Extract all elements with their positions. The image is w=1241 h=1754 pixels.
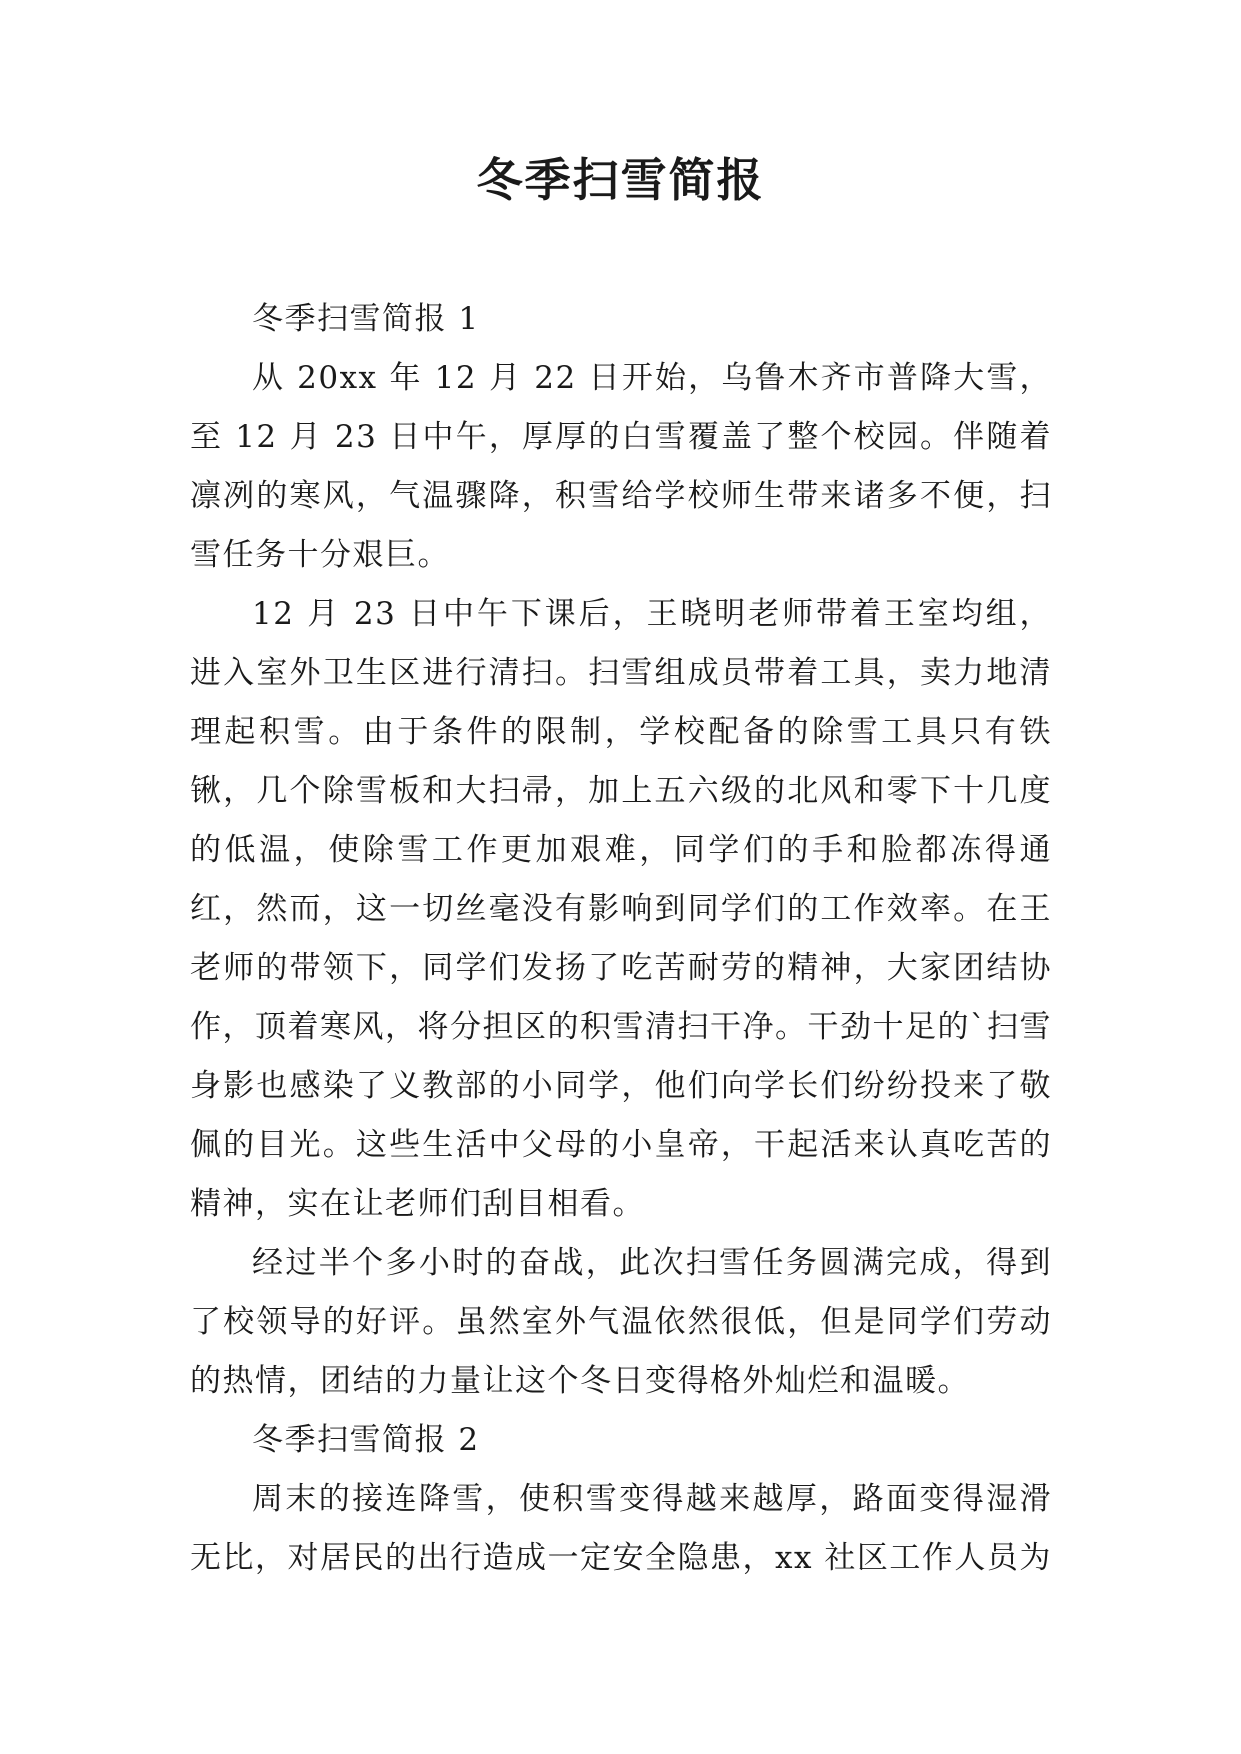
paragraph-2: 12 月 23 日中午下课后，王晓明老师带着王室均组，进入室外卫生区进行清扫。扫雪组成员带着工具，卖力地清理起积雪。由于条件的限制，学校配备的除雪工具只有铁锹，几个除雪板和大扫帚，加上五六级的北风和零下十几度的低温，使除雪工作更加艰难，同学们的手和脸都冻得通红，然而，这一切丝毫没有影响到同学们的工作效率。在王老师的带领下，同学们发扬了吃苦耐劳的精神，大家团结协作，顶着寒风，将分担区的积雪清扫干净。干劲十足的`扫雪身影也感染了义教部的小同学，他们向学长们纷纷投来了敬佩的目光。这些生活中父母的小皇帝，干起活来认真吃苦的精神，实在让老师们刮目相看。 xyxy=(190,596,1052,1222)
paragraph-1: 从 20xx 年 12 月 22 日开始，乌鲁木齐市普降大雪，至 12 月 23 日中午，厚厚的白雪覆盖了整个校园。伴随着凛冽的寒风，气温骤降，积雪给学校师生带来诸多不便，扫雪任务十分艰巨。 xyxy=(190,360,1052,573)
paragraph-4: 周末的接连降雪，使积雪变得越来越厚，路面变得湿滑无比，对居民的出行造成一定安全隐患，xx 社区工作人员为 xyxy=(190,1481,1052,1576)
paragraph-3: 经过半个多小时的奋战，此次扫雪任务圆满完成，得到了校领导的好评。虽然室外气温依然很低，但是同学们劳动的热情，团结的力量让这个冬日变得格外灿烂和温暖。 xyxy=(190,1245,1052,1399)
document-title: 冬季扫雪简报 xyxy=(476,153,765,207)
section-heading-2: 冬季扫雪简报 2 xyxy=(252,1422,480,1458)
document-body xyxy=(190,290,1052,1588)
section-heading-1: 冬季扫雪简报 1 xyxy=(252,301,480,337)
